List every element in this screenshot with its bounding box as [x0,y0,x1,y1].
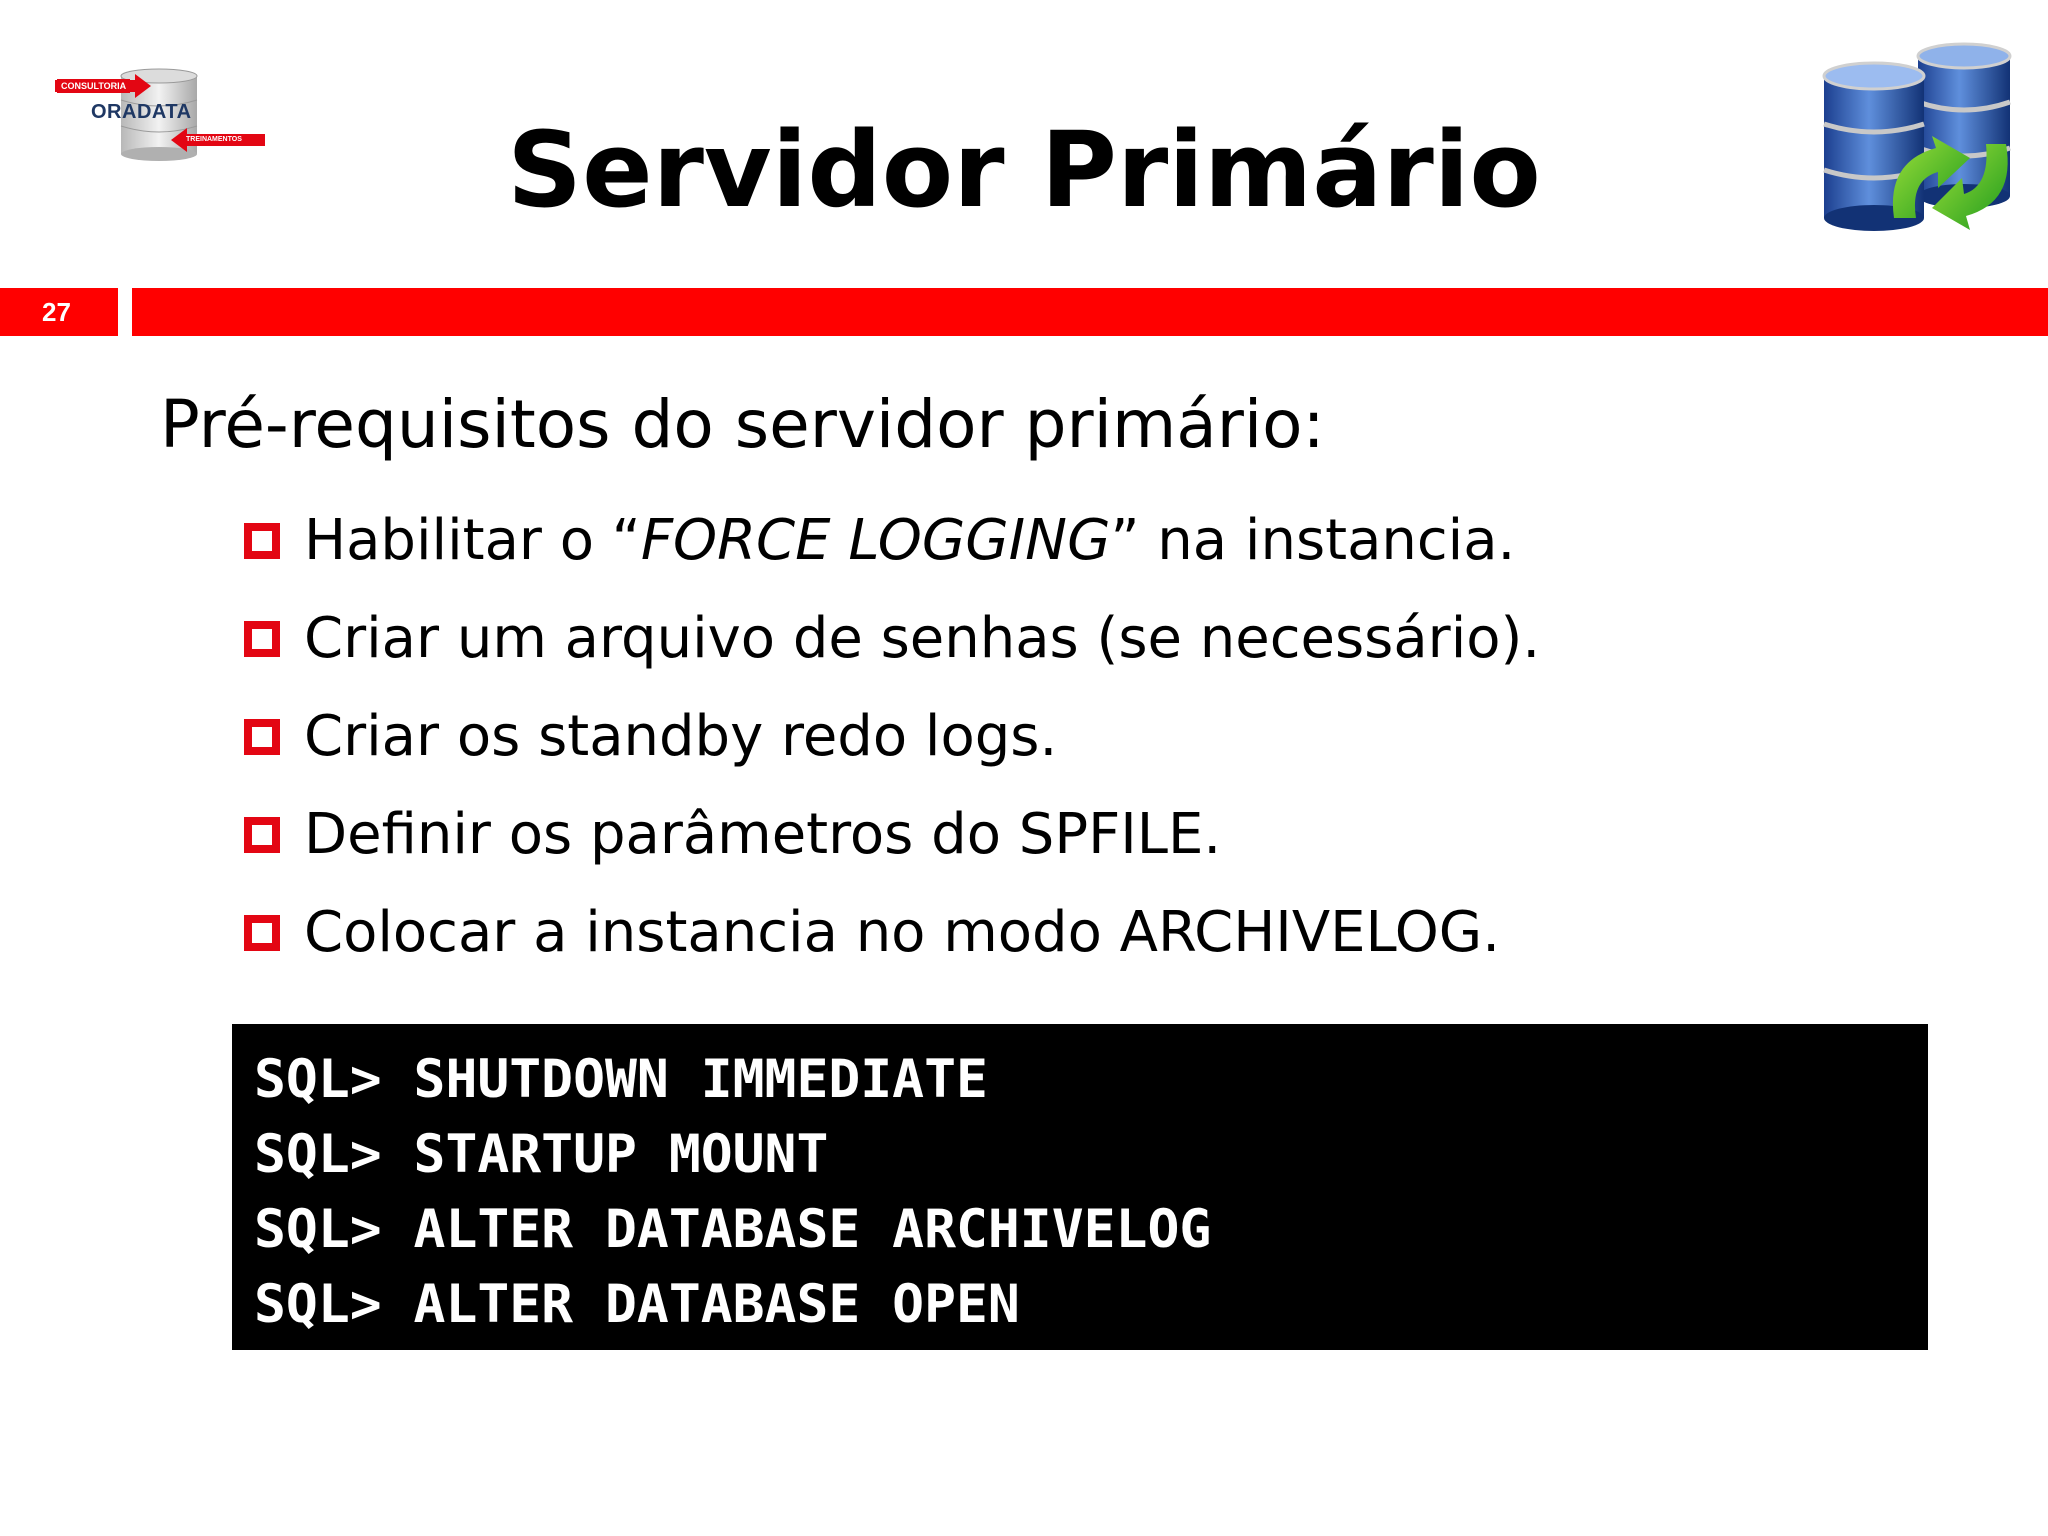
code-line: SQL> ALTER DATABASE ARCHIVELOG [254,1199,1212,1260]
list-item [244,786,1540,884]
header-divider-bar [132,288,2048,336]
code-line: SQL> ALTER DATABASE OPEN [254,1274,1020,1335]
list-item-text: Criar os standby redo logs. [304,704,1058,769]
code-line: SQL> SHUTDOWN IMMEDIATE [254,1049,988,1110]
square-bullet-icon [244,719,280,755]
list-item-text: Definir os parâmetros do SPFILE. [304,802,1222,867]
list-item [244,884,1540,982]
force-logging-text: FORCE LOGGING [640,508,1111,573]
square-bullet-icon [244,523,280,559]
sql-code-block [232,1024,1928,1350]
logo-tag-consultoria: CONSULTORIA [57,79,130,93]
slide-number: 27 [0,288,118,336]
logo-tag-treinamentos: TREINAMENTOS [183,134,245,146]
code-line: SQL> STARTUP MOUNT [254,1124,829,1185]
section-heading: Pré-requisitos do servidor primário: [160,386,1325,463]
list-item [244,590,1540,688]
square-bullet-icon [244,621,280,657]
logo-brand-text: ORADATA [91,101,192,123]
database-sync-icon [1820,40,2030,250]
list-item-text: Habilitar o “FORCE LOGGING” na instancia. [304,508,1516,573]
square-bullet-icon [244,915,280,951]
slide-title: Servidor Primário [507,109,1541,231]
list-item [244,688,1540,786]
list-item [244,492,1540,590]
square-bullet-icon [244,817,280,853]
requirements-list [244,492,1540,982]
list-item-text: Colocar a instancia no modo ARCHIVELOG. [304,900,1500,965]
list-item-text: Criar um arquivo de senhas (se necessário). [304,606,1541,671]
